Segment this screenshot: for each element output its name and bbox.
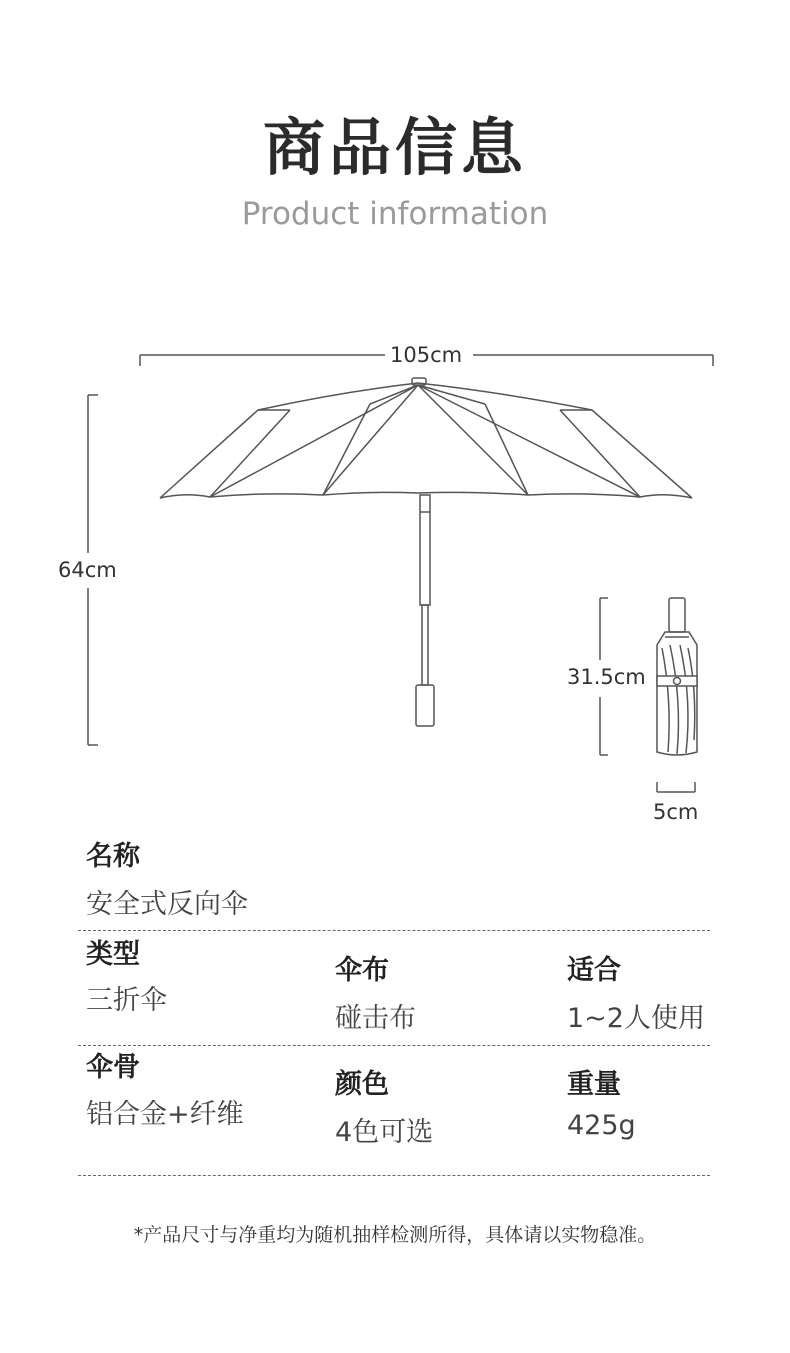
color-label: 颜色: [335, 1069, 389, 1100]
folded-umbrella-icon: [657, 598, 697, 755]
type-label: 类型: [86, 939, 140, 970]
folded-diameter-label: 5cm: [653, 800, 699, 824]
folded-length-label: 31.5cm: [567, 665, 646, 689]
width-label: 105cm: [390, 343, 463, 367]
name-label: 名称: [86, 841, 140, 872]
footnote: *产品尺寸与净重均为随机抽样检测所得，具体请以实物稳准。: [133, 1224, 657, 1246]
page-title: 商品信息: [262, 111, 527, 184]
divider: [78, 1045, 710, 1046]
height-label: 64cm: [58, 558, 117, 582]
weight-label: 重量: [567, 1069, 621, 1100]
umbrella-dimension-diagram: [0, 330, 790, 830]
suitable-label: 适合: [567, 955, 621, 986]
weight-value: 425g: [567, 1110, 636, 1141]
type-value: 三折伞: [86, 985, 167, 1016]
divider: [78, 930, 710, 931]
folded-diameter-dimension-line: [657, 782, 695, 792]
frame-label: 伞骨: [86, 1052, 140, 1083]
suitable-value: 1~2人使用: [567, 1003, 705, 1034]
fabric-value: 碰击布: [335, 1003, 416, 1034]
name-value: 安全式反向伞: [86, 889, 248, 920]
color-value: 4色可选: [335, 1117, 434, 1148]
page-subtitle: Product information: [241, 196, 549, 232]
divider: [78, 1175, 710, 1176]
fabric-label: 伞布: [335, 955, 389, 986]
frame-value: 铝合金+纤维: [86, 1099, 244, 1130]
